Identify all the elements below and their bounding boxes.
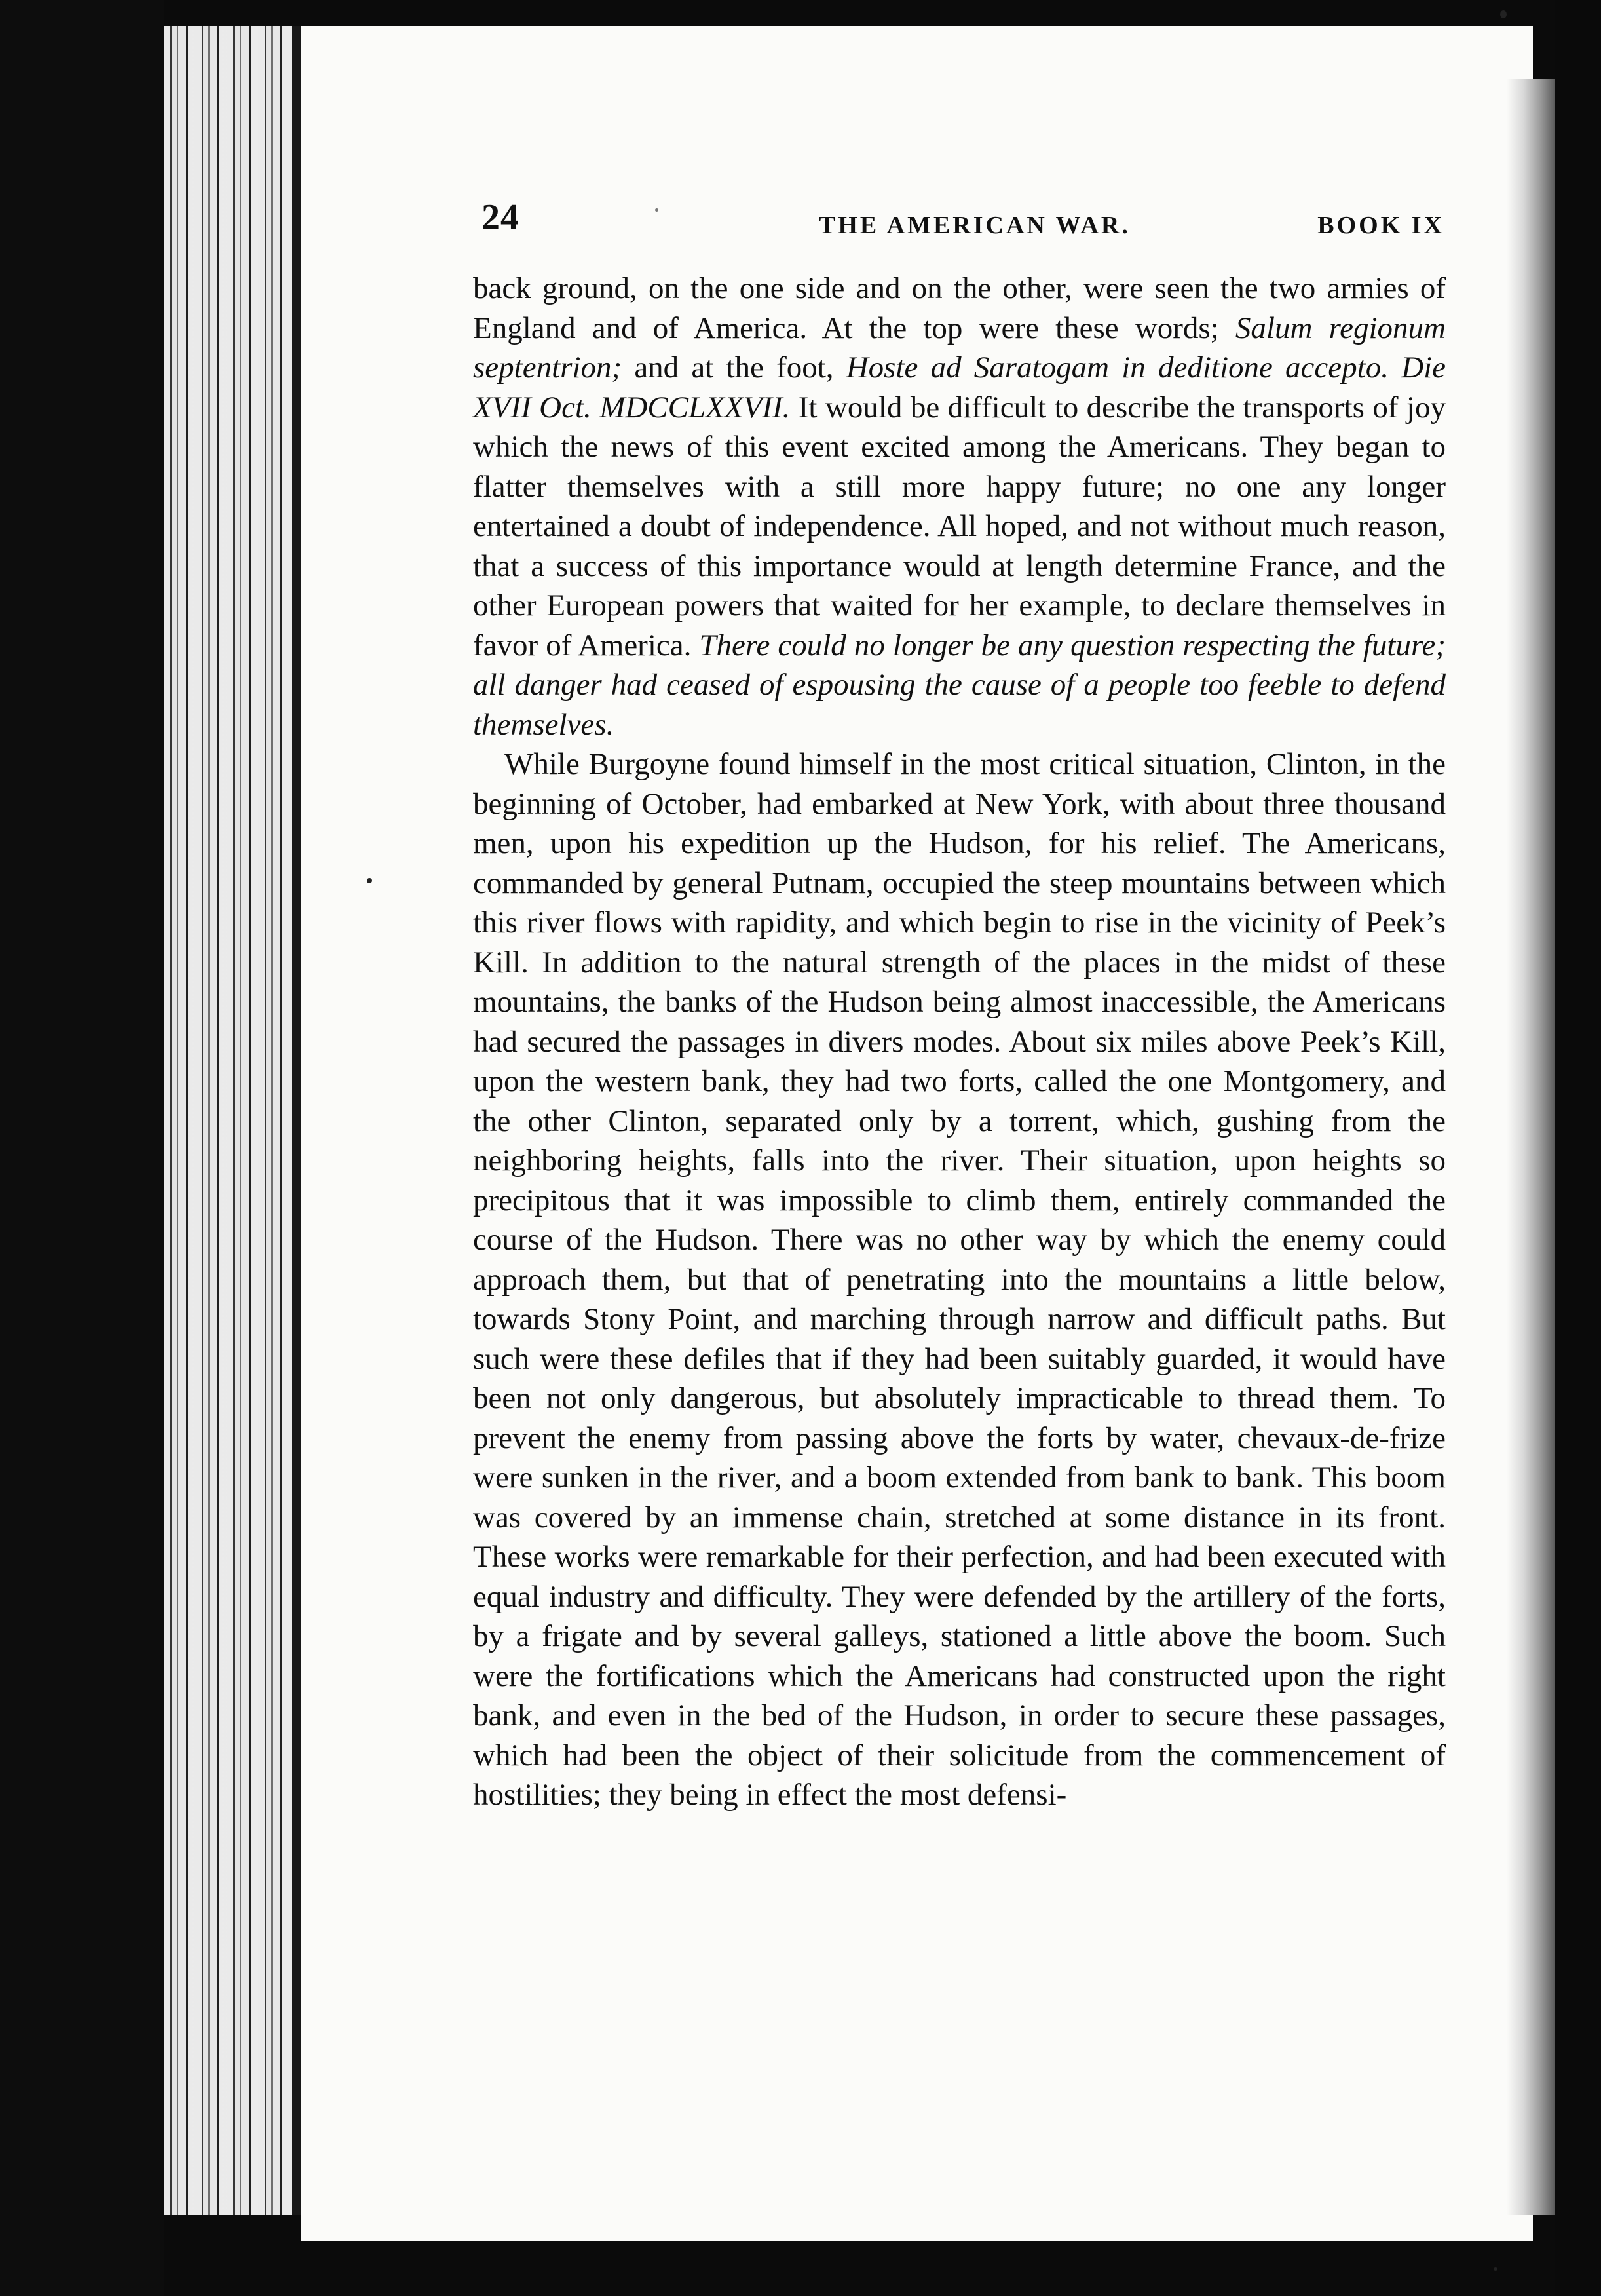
paragraph-1: [473, 269, 1446, 744]
p1-text-a: back ground, on the one side and on the other, were seen the two armies of England and of America. At the top were these words;: [473, 271, 1446, 345]
body-text: [473, 269, 1446, 1815]
running-head: [481, 197, 1444, 249]
p1-text-b: and at the foot,: [622, 351, 846, 385]
scan-border-left: [0, 0, 164, 2296]
p1-latin-motto: Salum regionum septentrion;: [473, 311, 1446, 385]
scan-border-right: [1555, 0, 1601, 2296]
running-title: THE AMERICAN WAR.: [819, 212, 1131, 239]
p1-text-c: It would be difficult to describe the transports of joy which the news of this event excited among the Americans. They began to flatter themselves with a still more happy future; no one any longer entertained a doubt of independence. All hoped, and not without much reason, that a success of this importance would at length determine France, and the other European powers that waited for her example, to declare themselves in favor of America.: [473, 390, 1446, 662]
page-number: 24: [481, 197, 519, 238]
scan-speck: [367, 878, 372, 883]
p1-latin-inscription: Hoste ad Saratogam in deditione accepto. Die XVII Oct. MDCCLXXVII.: [473, 351, 1446, 425]
p1-italic-conclusion: There could no longer be any question respecting the future; all danger had ceased of espousing the cause of a people too feeble to defend themselves.: [473, 628, 1446, 742]
scan-speck: [1494, 2267, 1497, 2271]
scan-speck: [655, 208, 658, 212]
book-label: BOOK IX: [1317, 212, 1444, 239]
book-page-edges: [164, 26, 301, 2215]
paragraph-2: While Burgoyne found himself in the most critical situation, Clinton, in the beginning of October, had embarked at New York, with about three thousand men, upon his expedition up the Hudson, for his relief. The Americans, commanded by general Putnam, occupied the steep mountains between which this river flows with rapidity, and which begin to rise in the vicinity of Peek’s Kill. In addition to the natural strength of the places in the midst of these mountains, the banks of the Hudson being almost inaccessible, the Americans had secured the passages in divers modes. About six miles above Peek’s Kill, upon the western bank, they had two forts, called the one Montgomery, and the other Clinton, separated only by a torrent, which, gushing from the neighboring heights, falls into the river. Their situation, upon heights so precipitous that it was impossible to climb them, entirely commanded the course of the Hudson. There was no other way by which the enemy could approach them, but that of penetrating into the mountains a little below, towards Stony Point, and marching through narrow and difficult paths. But such were these defiles that if they had been suitably guarded, it would have been not only dangerous, but absolutely impracticable to thread them. To prevent the enemy from passing above the forts by water, chevaux-de-frize were sunken in the river, and a boom extended from bank to bank. This boom was covered by an immense chain, stretched at some distance in its front. These works were remarkable for their perfection, and had been executed with equal industry and difficulty. They were defended by the artillery of the forts, by a frigate and by several galleys, stationed a little above the boom. Such were the fortifications which the Americans had constructed upon the right bank, and even in the bed of the Hudson, in order to secure these passages, which had been the object of their solicitude from the commencement of hostilities; they being in effect the most defensi-: [473, 747, 1446, 1812]
page-curl-shadow: [1507, 79, 1555, 2215]
scan-speck: [1500, 10, 1507, 18]
